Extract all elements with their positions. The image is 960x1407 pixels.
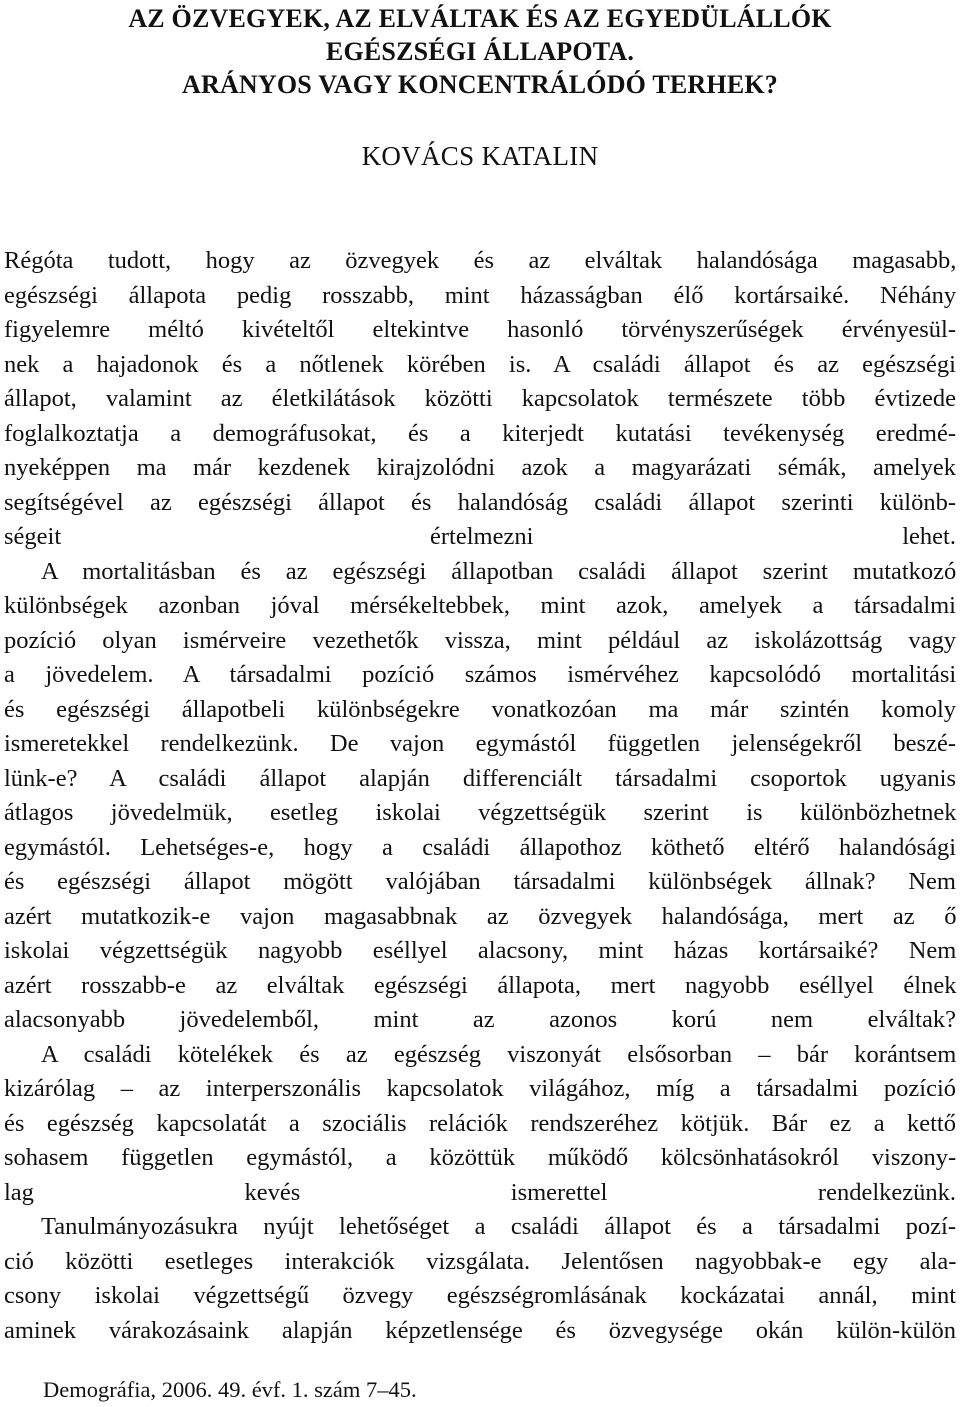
text-line: és egészségi állapot mögött valójában társadalmi különbségek állnak? Nem: [4, 868, 956, 895]
text-line: csony iskolai végzettségű özvegy egészségromlásának kockázatai annál, mint: [4, 1282, 956, 1309]
paragraph-1: [4, 244, 956, 555]
text-line: iskolai végzettségük nagyobb eséllyel alacsony, mint házas kortársaiké? Nem: [4, 937, 957, 964]
text-line: A családi kötelékek és az egészség viszonyát elsősorban – bár korántsem: [41, 1040, 957, 1068]
author-name: KOVÁCS KATALIN: [361, 141, 599, 171]
text-line: állapot, valamint az életkilátások közötti kapcsolatok természete több évtizede: [4, 385, 957, 412]
text-line: nyeképpen ma már kezdenek kirajzolódni azok a magyarázati sémák, amelyek: [4, 454, 956, 481]
paragraph-3: [4, 1038, 956, 1211]
article-title: [0, 2, 960, 101]
text-line: különbségek azonban jóval mérsékeltebbek, mint azok, amelyek a társadalmi: [4, 592, 956, 619]
text-line: azért rosszabb-e az elváltak egészségi állapota, mert nagyobb eséllyel élnek: [4, 971, 957, 999]
text-line: segítségével az egészségi állapot és halandóság családi állapot szerinti különb-: [4, 488, 956, 516]
paragraph-2: [4, 555, 956, 1038]
text-line: A mortalitásban és az egészségi állapotban családi állapot szerint mutatkozó: [41, 557, 957, 585]
text-line: átlagos jövedelmük, esetleg iskolai végzettségük szerint is különbözhetnek: [4, 799, 957, 826]
title-line: EGÉSZSÉGI ÁLLAPOTA.: [325, 37, 635, 66]
text-line: lünk-e? A családi állapot alapján differenciált társadalmi csoportok ugyanis: [4, 764, 957, 792]
text-line: nek a hajadonok és a nőtlenek körében is. A családi állapot és az egészségi: [4, 350, 956, 378]
text-line: alacsonyabb jövedelemből, mint az azonos korú nem elváltak?: [4, 1006, 956, 1033]
text-line: a jövedelem. A társadalmi pozíció számos ismérvéhez kapcsolódó mortalitási: [4, 661, 957, 688]
text-line: sohasem független egymástól, a közöttük működő kölcsönhatásokról viszony-: [4, 1144, 957, 1171]
text-line: kizárólag – az interperszonális kapcsolatok világához, míg a társadalmi pozíció: [4, 1075, 956, 1102]
text-line: ismeretekkel rendelkezünk. De vajon egymástól független jelenségekről beszé-: [4, 730, 956, 757]
title-line: ARÁNYOS VAGY KONCENTRÁLÓDÓ TERHEK?: [182, 70, 778, 99]
text-line: egymástól. Lehetséges-e, hogy a családi állapothoz köthető eltérő halandósági: [4, 833, 957, 861]
text-line: figyelemre méltó kivételtől eltekintve hasonló törvényszerűségek érvényesül-: [4, 316, 956, 343]
title-line: AZ ÖZVEGYEK, AZ ELVÁLTAK ÉS AZ EGYEDÜLÁLLÓK: [128, 4, 832, 33]
text-line: ségeit értelmezni lehet.: [4, 523, 956, 550]
text-line: pozíció olyan ismérveire vezethetők vissza, mint például az iskolázottság vagy: [4, 626, 956, 654]
text-line: egészségi állapota pedig rosszabb, mint házasságban élő kortársaiké. Néhány: [4, 281, 957, 309]
text-line: foglalkoztatja a demográfusokat, és a kiterjedt kutatási tevékenység eredmé-: [4, 419, 956, 447]
text-line: azért mutatkozik-e vajon magasabbnak az özvegyek halandósága, mert az ő: [4, 902, 957, 930]
text-line: lag kevés ismerettel rendelkezünk.: [4, 1178, 956, 1206]
text-line: Tanulmányozásukra nyújt lehetőséget a családi állapot és a társadalmi pozí-: [41, 1213, 956, 1240]
text-line: aminek várakozásaink alapján képzetlensége és özvegysége okán külön-külön: [4, 1316, 956, 1344]
paragraph-4: [4, 1210, 956, 1348]
text-line: ció közötti esetleges interakciók vizsgálata. Jelentősen nagyobbak-e egy ala-: [4, 1247, 957, 1275]
journal-citation: Demográfia, 2006. 49. évf. 1. szám 7–45.: [43, 1377, 417, 1402]
text-line: és egészségi állapotbeli különbségekre vonatkozóan ma már szintén komoly: [4, 695, 957, 723]
article-body: [4, 244, 956, 1348]
text-line: és egészség kapcsolatát a szociális relációk rendszeréhez kötjük. Bár ez a kettő: [4, 1109, 956, 1137]
text-line: Régóta tudott, hogy az özvegyek és az elváltak halandósága magasabb,: [4, 247, 957, 274]
